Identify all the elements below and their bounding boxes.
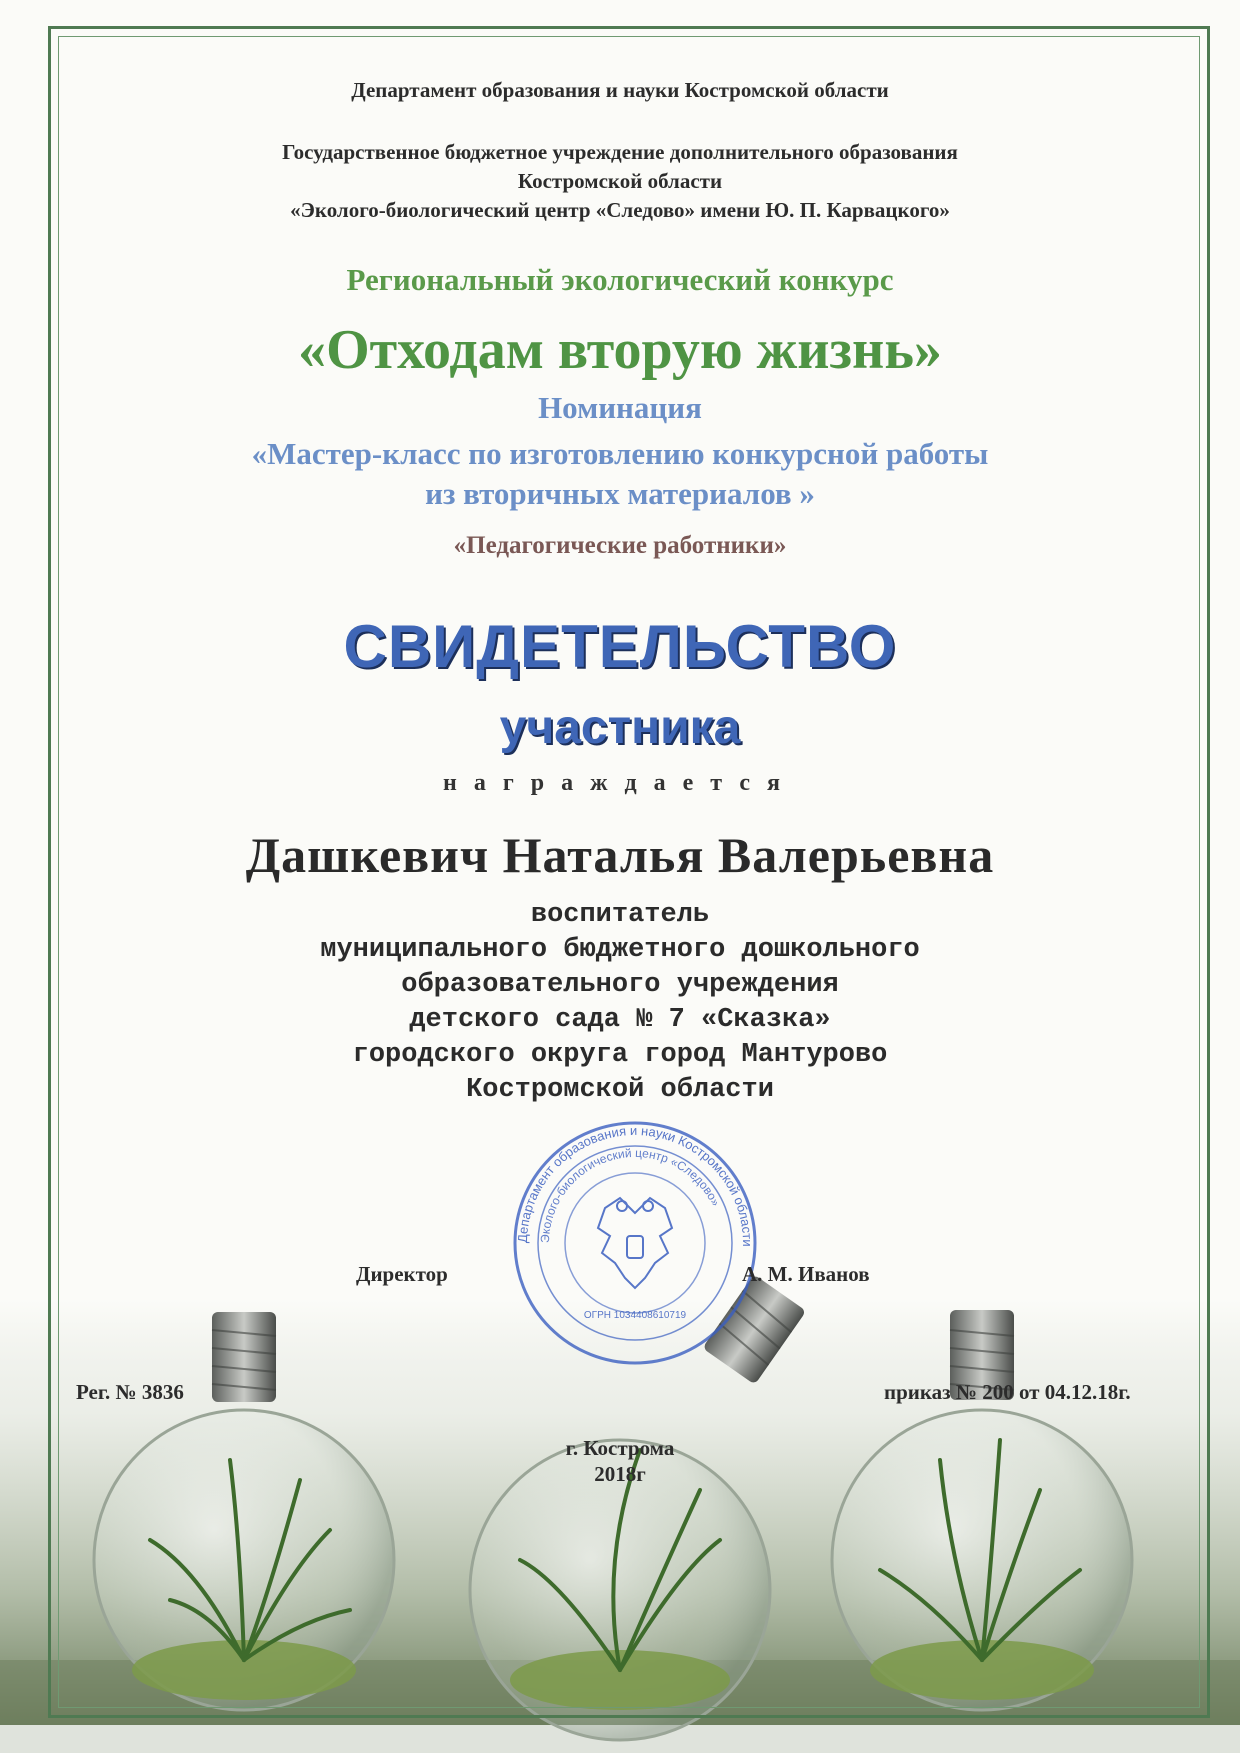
seal-outer-text: Департамент образования и науки Костромской области bbox=[514, 1122, 756, 1247]
signature-role: Директор bbox=[356, 1262, 448, 1286]
institution-name bbox=[0, 138, 1240, 225]
certificate-subtitle: участника bbox=[499, 701, 741, 754]
issue-city: г. Кострома bbox=[565, 1436, 675, 1460]
certificate-title: СВИДЕТЕЛЬСТВО bbox=[343, 613, 897, 680]
double-headed-eagle-icon bbox=[598, 1198, 672, 1288]
recipient-organization-line: Костромской области bbox=[466, 1075, 774, 1105]
regional-contest-label: Региональный экологический конкурс bbox=[346, 262, 894, 297]
institution-line: «Эколого-биологический центр «Следово» имени Ю. П. Карвацкого» bbox=[290, 198, 950, 222]
nomination-line: из вторичных материалов » bbox=[425, 476, 815, 511]
nomination-label: Номинация bbox=[538, 390, 702, 425]
registration-number: Рег. № 3836 bbox=[76, 1380, 184, 1404]
recipient-position: воспитатель bbox=[530, 900, 710, 930]
recipient-organization-line: образовательного учреждения bbox=[401, 970, 839, 1000]
seal-ogrn: ОГРН 1034408610719 bbox=[583, 1310, 687, 1321]
signature-name: А. М. Иванов bbox=[742, 1262, 870, 1286]
recipient-organization-line: детского сада № 7 «Сказка» bbox=[409, 1005, 831, 1035]
recipient-organization-line: муниципального бюджетного дошкольного bbox=[320, 935, 920, 965]
seal-inner-text: Эколого-биологический центр «Следово» bbox=[537, 1145, 724, 1244]
institution-line: Костромской области bbox=[517, 169, 723, 193]
order-number: приказ № 200 от 04.12.18г. bbox=[884, 1380, 1131, 1404]
recipient-organization-line: городского округа город Мантурово bbox=[352, 1040, 888, 1070]
department-name: Департамент образования и науки Костромской области bbox=[351, 78, 889, 102]
contest-title: «Отходам вторую жизнь» bbox=[298, 319, 942, 381]
participant-category: «Педагогические работники» bbox=[453, 532, 787, 559]
institution-line: Государственное бюджетное учреждение дополнительного образования bbox=[282, 140, 958, 164]
recipient-name: Дашкевич Наталья Валерьевна bbox=[245, 827, 995, 883]
issue-year: 2018г bbox=[594, 1462, 646, 1486]
nomination-line: «Мастер-класс по изготовлению конкурсной работы bbox=[251, 436, 989, 471]
official-seal-stamp bbox=[510, 1118, 760, 1368]
awarded-label: награждается bbox=[443, 770, 797, 796]
nomination-title bbox=[0, 434, 1240, 514]
